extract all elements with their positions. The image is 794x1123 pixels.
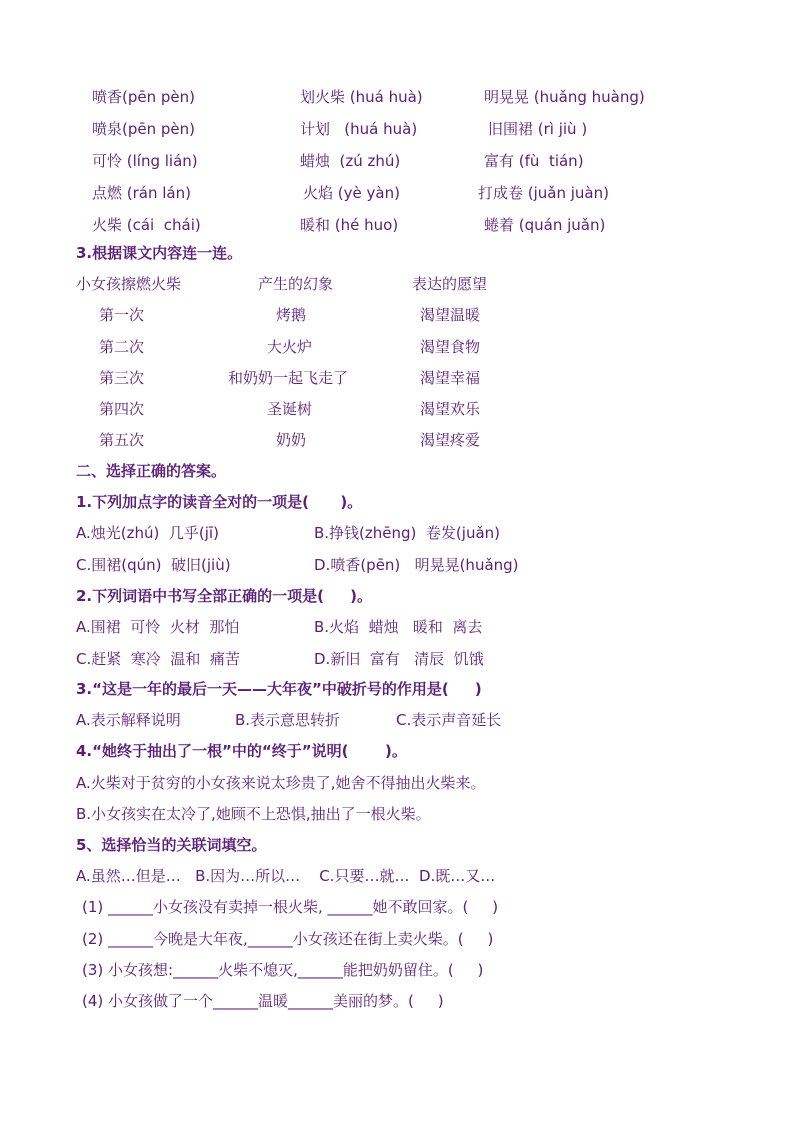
match-left: 第四次	[99, 400, 145, 418]
match-col-header: 产生的幻象	[258, 275, 334, 293]
option: A.表示解释说明	[76, 711, 181, 729]
option: D.喷香(pēn) 明晃晃(huǎng)	[314, 556, 519, 574]
option: B.挣钱(zhēng) 卷发(juǎn)	[314, 524, 501, 542]
pinyin-item: 点燃 (rán lán)	[92, 184, 191, 202]
option: D.新旧 富有 清辰 饥饿	[314, 650, 484, 668]
pinyin-item: 火柴 (cái chái)	[92, 216, 201, 234]
match-left: 第三次	[99, 369, 145, 387]
fill-item: (1) ______小女孩没有卖掉一根火柴, ______她不敢回家。( )	[82, 898, 499, 916]
pinyin-item: 明晃晃 (huǎng huàng)	[484, 88, 645, 106]
match-right: 渴望疼爱	[420, 431, 481, 449]
question-stem: 3.“这是一年的最后一天——大年夜”中破折号的作用是( )	[76, 680, 482, 698]
question-stem: 2.下列词语中书写全部正确的一项是( )。	[76, 587, 372, 605]
pinyin-item: 火焰 (yè yàn)	[303, 184, 400, 202]
option: A.烛光(zhú) 几乎(jī)	[76, 524, 219, 542]
pinyin-item: 富有 (fù tián)	[484, 152, 584, 170]
match-middle: 烤鹅	[276, 306, 307, 324]
match-right: 渴望欢乐	[420, 400, 481, 418]
match-col-header: 表达的愿望	[412, 275, 488, 293]
q3-heading: 3.根据课文内容连一连。	[76, 244, 243, 262]
pinyin-item: 喷香(pēn pèn)	[92, 88, 195, 106]
option: A.火柴对于贫穷的小女孩来说太珍贵了,她舍不得抽出火柴来。	[76, 774, 486, 792]
pinyin-item: 打成卷 (juǎn juàn)	[478, 184, 609, 202]
option: B.火焰 蜡烛 暖和 离去	[314, 618, 483, 636]
section-heading: 二、选择正确的答案。	[76, 462, 227, 480]
fill-item: (2) ______今晚是大年夜,______小女孩还在街上卖火柴。( )	[82, 930, 494, 948]
pinyin-item: 蜡烛 (zú zhú)	[300, 152, 401, 170]
option-list: A.虽然…但是… B.因为…所以… C.只要…就… D.既…又…	[76, 867, 496, 885]
match-left: 第五次	[99, 431, 145, 449]
question-stem: 5、选择恰当的关联词填空。	[76, 836, 267, 854]
match-left: 第二次	[99, 338, 145, 356]
question-stem: 1.下列加点字的读音全对的一项是( )。	[76, 493, 363, 511]
match-middle: 和奶奶一起飞走了	[228, 369, 349, 387]
pinyin-item: 可怜 (líng lián)	[92, 152, 198, 170]
fill-item: (4) 小女孩做了一个______温暖______美丽的梦。( )	[82, 992, 444, 1010]
option: B.小女孩实在太冷了,她顾不上恐惧,抽出了一根火柴。	[76, 805, 431, 823]
match-middle: 奶奶	[276, 431, 307, 449]
question-stem: 4.“她终于抽出了一根”中的“终于”说明( )。	[76, 742, 407, 760]
option: C.围裙(qún) 破旧(jiù)	[76, 556, 231, 574]
option: B.表示意思转折	[235, 711, 341, 729]
match-middle: 大火炉	[267, 338, 313, 356]
match-middle: 圣诞树	[267, 400, 313, 418]
match-col-header: 小女孩擦燃火柴	[76, 275, 182, 293]
pinyin-item: 旧围裙 (rì jiù )	[488, 120, 588, 138]
match-right: 渴望温暖	[420, 306, 481, 324]
pinyin-item: 暖和 (hé huo)	[300, 216, 399, 234]
option: C.表示声音延长	[396, 711, 502, 729]
match-left: 第一次	[99, 306, 145, 324]
match-right: 渴望幸福	[420, 369, 481, 387]
fill-item: (3) 小女孩想:______火柴不熄灭,______能把奶奶留住。( )	[82, 961, 484, 979]
option: A.围裙 可怜 火材 那怕	[76, 618, 240, 636]
match-right: 渴望食物	[420, 338, 481, 356]
pinyin-item: 划火柴 (huá huà)	[300, 88, 423, 106]
pinyin-item: 计划 (huá huà)	[300, 120, 418, 138]
pinyin-item: 蜷着 (quán juǎn)	[484, 216, 606, 234]
pinyin-item: 喷泉(pēn pèn)	[92, 120, 195, 138]
option: C.赶紧 寒冷 温和 痛苦	[76, 650, 240, 668]
